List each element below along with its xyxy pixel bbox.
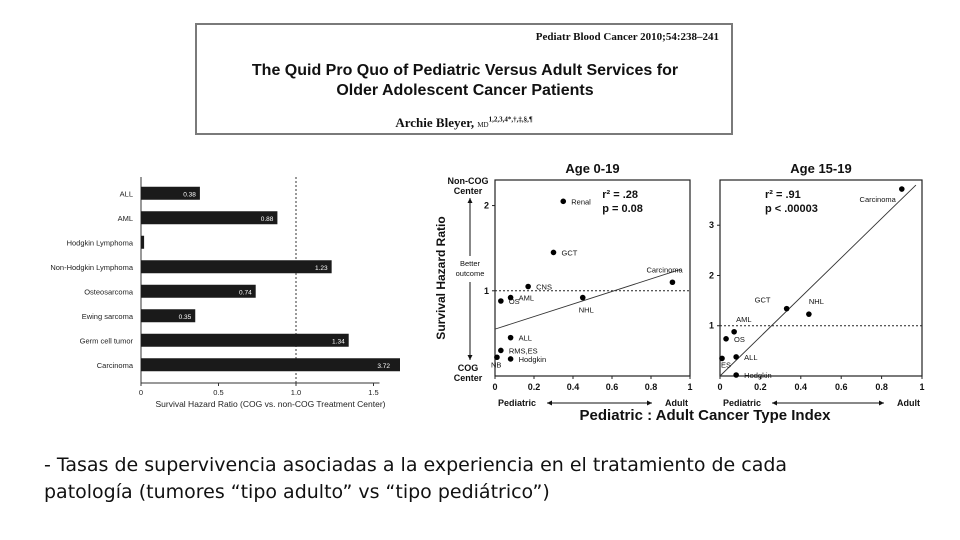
data-point xyxy=(723,336,729,342)
stat-text: p < .00003 xyxy=(765,203,818,215)
point-label: Carcinoma xyxy=(646,265,683,275)
data-point xyxy=(733,372,739,378)
author-name: Archie Bleyer, xyxy=(395,115,475,130)
x-axis-title: Survival Hazard Ratio (COG vs. non-COG Treatment Center) xyxy=(155,399,386,409)
x-tick-label: 1.5 xyxy=(368,388,379,397)
point-label: GCT xyxy=(754,295,771,305)
arrow-head-left xyxy=(772,401,777,406)
category-label: Non-Hodgkin Lymphoma xyxy=(50,262,133,272)
stat-text: r² = .91 xyxy=(765,189,801,201)
paper-author xyxy=(197,115,731,131)
x-tick-label: 0.6 xyxy=(605,382,619,392)
bar-value-label: 3.72 xyxy=(377,362,390,370)
y-mid-label: Better xyxy=(459,259,481,268)
point-label: Hodgkin xyxy=(518,354,547,364)
x-tick-label: 1.0 xyxy=(290,388,302,397)
paper-title xyxy=(205,61,725,101)
y-tick-label: 1 xyxy=(708,320,714,331)
x-tick-label: 0.2 xyxy=(527,382,541,392)
category-label: Ewing sarcoma xyxy=(81,311,133,321)
bar xyxy=(141,236,144,249)
bar xyxy=(141,260,332,273)
x-tick-label: 1 xyxy=(919,382,925,392)
point-label: ES xyxy=(721,360,732,370)
x-tick-label: 0 xyxy=(138,388,144,397)
caption-line-1: - Tasas de supervivencia asociadas a la experiencia en el tratamiento de cada xyxy=(44,454,788,476)
caption-line-2: patología (tumores “tipo adulto” vs “tipo pediátrico”) xyxy=(44,481,550,503)
point-label: AML xyxy=(518,293,535,303)
paper-title-line-2: Older Adolescent Cancer Patients xyxy=(336,82,594,99)
x-tick-label: 0.4 xyxy=(566,382,580,392)
paper-title-line-1: The Quid Pro Quo of Pediatric Versus Adult Services for xyxy=(251,62,679,79)
point-label: ALL xyxy=(744,352,758,362)
x-tick-label: 0.5 xyxy=(213,388,224,397)
data-point xyxy=(508,335,514,341)
arrow-head-right xyxy=(647,401,652,406)
y-tick-label: 2 xyxy=(708,270,714,281)
data-point xyxy=(498,348,504,354)
y-tick-label: 1 xyxy=(483,285,489,296)
data-point xyxy=(670,279,676,285)
paper-header xyxy=(195,23,733,135)
trend-line xyxy=(720,185,916,376)
bar-value-label: 0.35 xyxy=(178,313,192,321)
y-bottom-label: COG xyxy=(457,363,479,373)
panel-title: Age 15-19 xyxy=(790,161,852,176)
arrow-head-up xyxy=(468,198,473,203)
point-label: Hodgkin xyxy=(744,370,772,380)
data-point xyxy=(494,354,500,360)
scatter-panel xyxy=(425,158,945,428)
data-point xyxy=(806,311,812,317)
data-point xyxy=(580,295,586,301)
data-point xyxy=(560,199,566,205)
y-top-label: Non-COG xyxy=(447,176,489,186)
point-label: RMS,ES xyxy=(508,346,538,356)
x-tick-label: 0.4 xyxy=(794,382,808,392)
data-point xyxy=(525,284,531,290)
x-tick-label: 0.6 xyxy=(834,382,848,392)
point-label: Renal xyxy=(571,197,591,207)
y-axis-title: Survival Hazard Ratio xyxy=(434,216,448,340)
category-label: ALL xyxy=(119,189,133,199)
point-label: OS xyxy=(734,334,745,344)
x-tick-label: 0.8 xyxy=(644,382,658,392)
y-top-label: Center xyxy=(453,186,483,196)
point-label: OS xyxy=(508,297,520,307)
arrow-head-left xyxy=(547,401,552,406)
slide-caption xyxy=(44,452,924,506)
y-tick-label: 3 xyxy=(708,220,714,231)
x-tick-label: 0 xyxy=(717,382,723,392)
x-tick-label: 0.2 xyxy=(754,382,767,392)
hazard-ratio-bar-chart xyxy=(0,175,420,415)
x-tick-label: 0 xyxy=(492,382,498,392)
arrow-head-right xyxy=(879,401,884,406)
category-label: Germ cell tumor xyxy=(79,336,133,346)
category-label: Osteosarcoma xyxy=(84,287,133,297)
stat-text: r² = .28 xyxy=(602,189,639,201)
y-mid-label: outcome xyxy=(455,269,485,278)
journal-citation: Pediatr Blood Cancer 2010;54:238–241 xyxy=(535,31,719,43)
x-right-label: Adult xyxy=(665,398,688,408)
panel-title: Age 0-19 xyxy=(565,161,620,176)
x-right-label: Adult xyxy=(897,398,920,408)
x-tick-label: 1 xyxy=(687,382,693,392)
stat-text: p = 0.08 xyxy=(602,203,643,215)
y-tick-label: 2 xyxy=(483,200,489,211)
point-label: GCT xyxy=(561,248,578,258)
point-label: Carcinoma xyxy=(859,195,896,205)
category-label: Carcinoma xyxy=(96,360,133,370)
category-label: AML xyxy=(117,213,133,223)
point-label: AML xyxy=(736,314,752,324)
point-label: ALL xyxy=(518,333,532,343)
bar-value-label: 0.88 xyxy=(260,215,274,223)
point-label: NHL xyxy=(808,297,824,307)
data-point xyxy=(733,354,739,360)
data-point xyxy=(498,298,504,304)
x-tick-label: 0.8 xyxy=(875,382,888,392)
bar-value-label: 1.23 xyxy=(314,264,328,272)
category-label: Hodgkin Lymphoma xyxy=(66,238,133,248)
data-point xyxy=(899,186,905,192)
author-degree: MD xyxy=(477,121,489,129)
x-left-label: Pediatric xyxy=(498,398,537,408)
point-label: NB xyxy=(490,360,502,370)
bar-value-label: 0.38 xyxy=(183,191,196,199)
bar xyxy=(141,334,349,347)
x-axis-title: Pediatric : Adult Cancer Type Index xyxy=(579,407,831,424)
bar xyxy=(141,211,277,224)
point-label: CNS xyxy=(536,282,552,292)
data-point xyxy=(551,250,557,256)
author-affiliations: 1,2,3,4*,†,‡,§,¶ xyxy=(488,115,533,124)
point-label: NHL xyxy=(578,305,594,315)
arrow-head-down xyxy=(468,355,473,360)
bar-value-label: 0.74 xyxy=(239,289,252,297)
data-point xyxy=(784,306,790,312)
data-point xyxy=(731,329,737,335)
x-left-label: Pediatric xyxy=(723,398,762,408)
data-point xyxy=(508,356,514,362)
bar xyxy=(141,358,400,371)
y-bottom-label: Center xyxy=(453,373,483,383)
bar-value-label: 1.34 xyxy=(332,338,345,346)
